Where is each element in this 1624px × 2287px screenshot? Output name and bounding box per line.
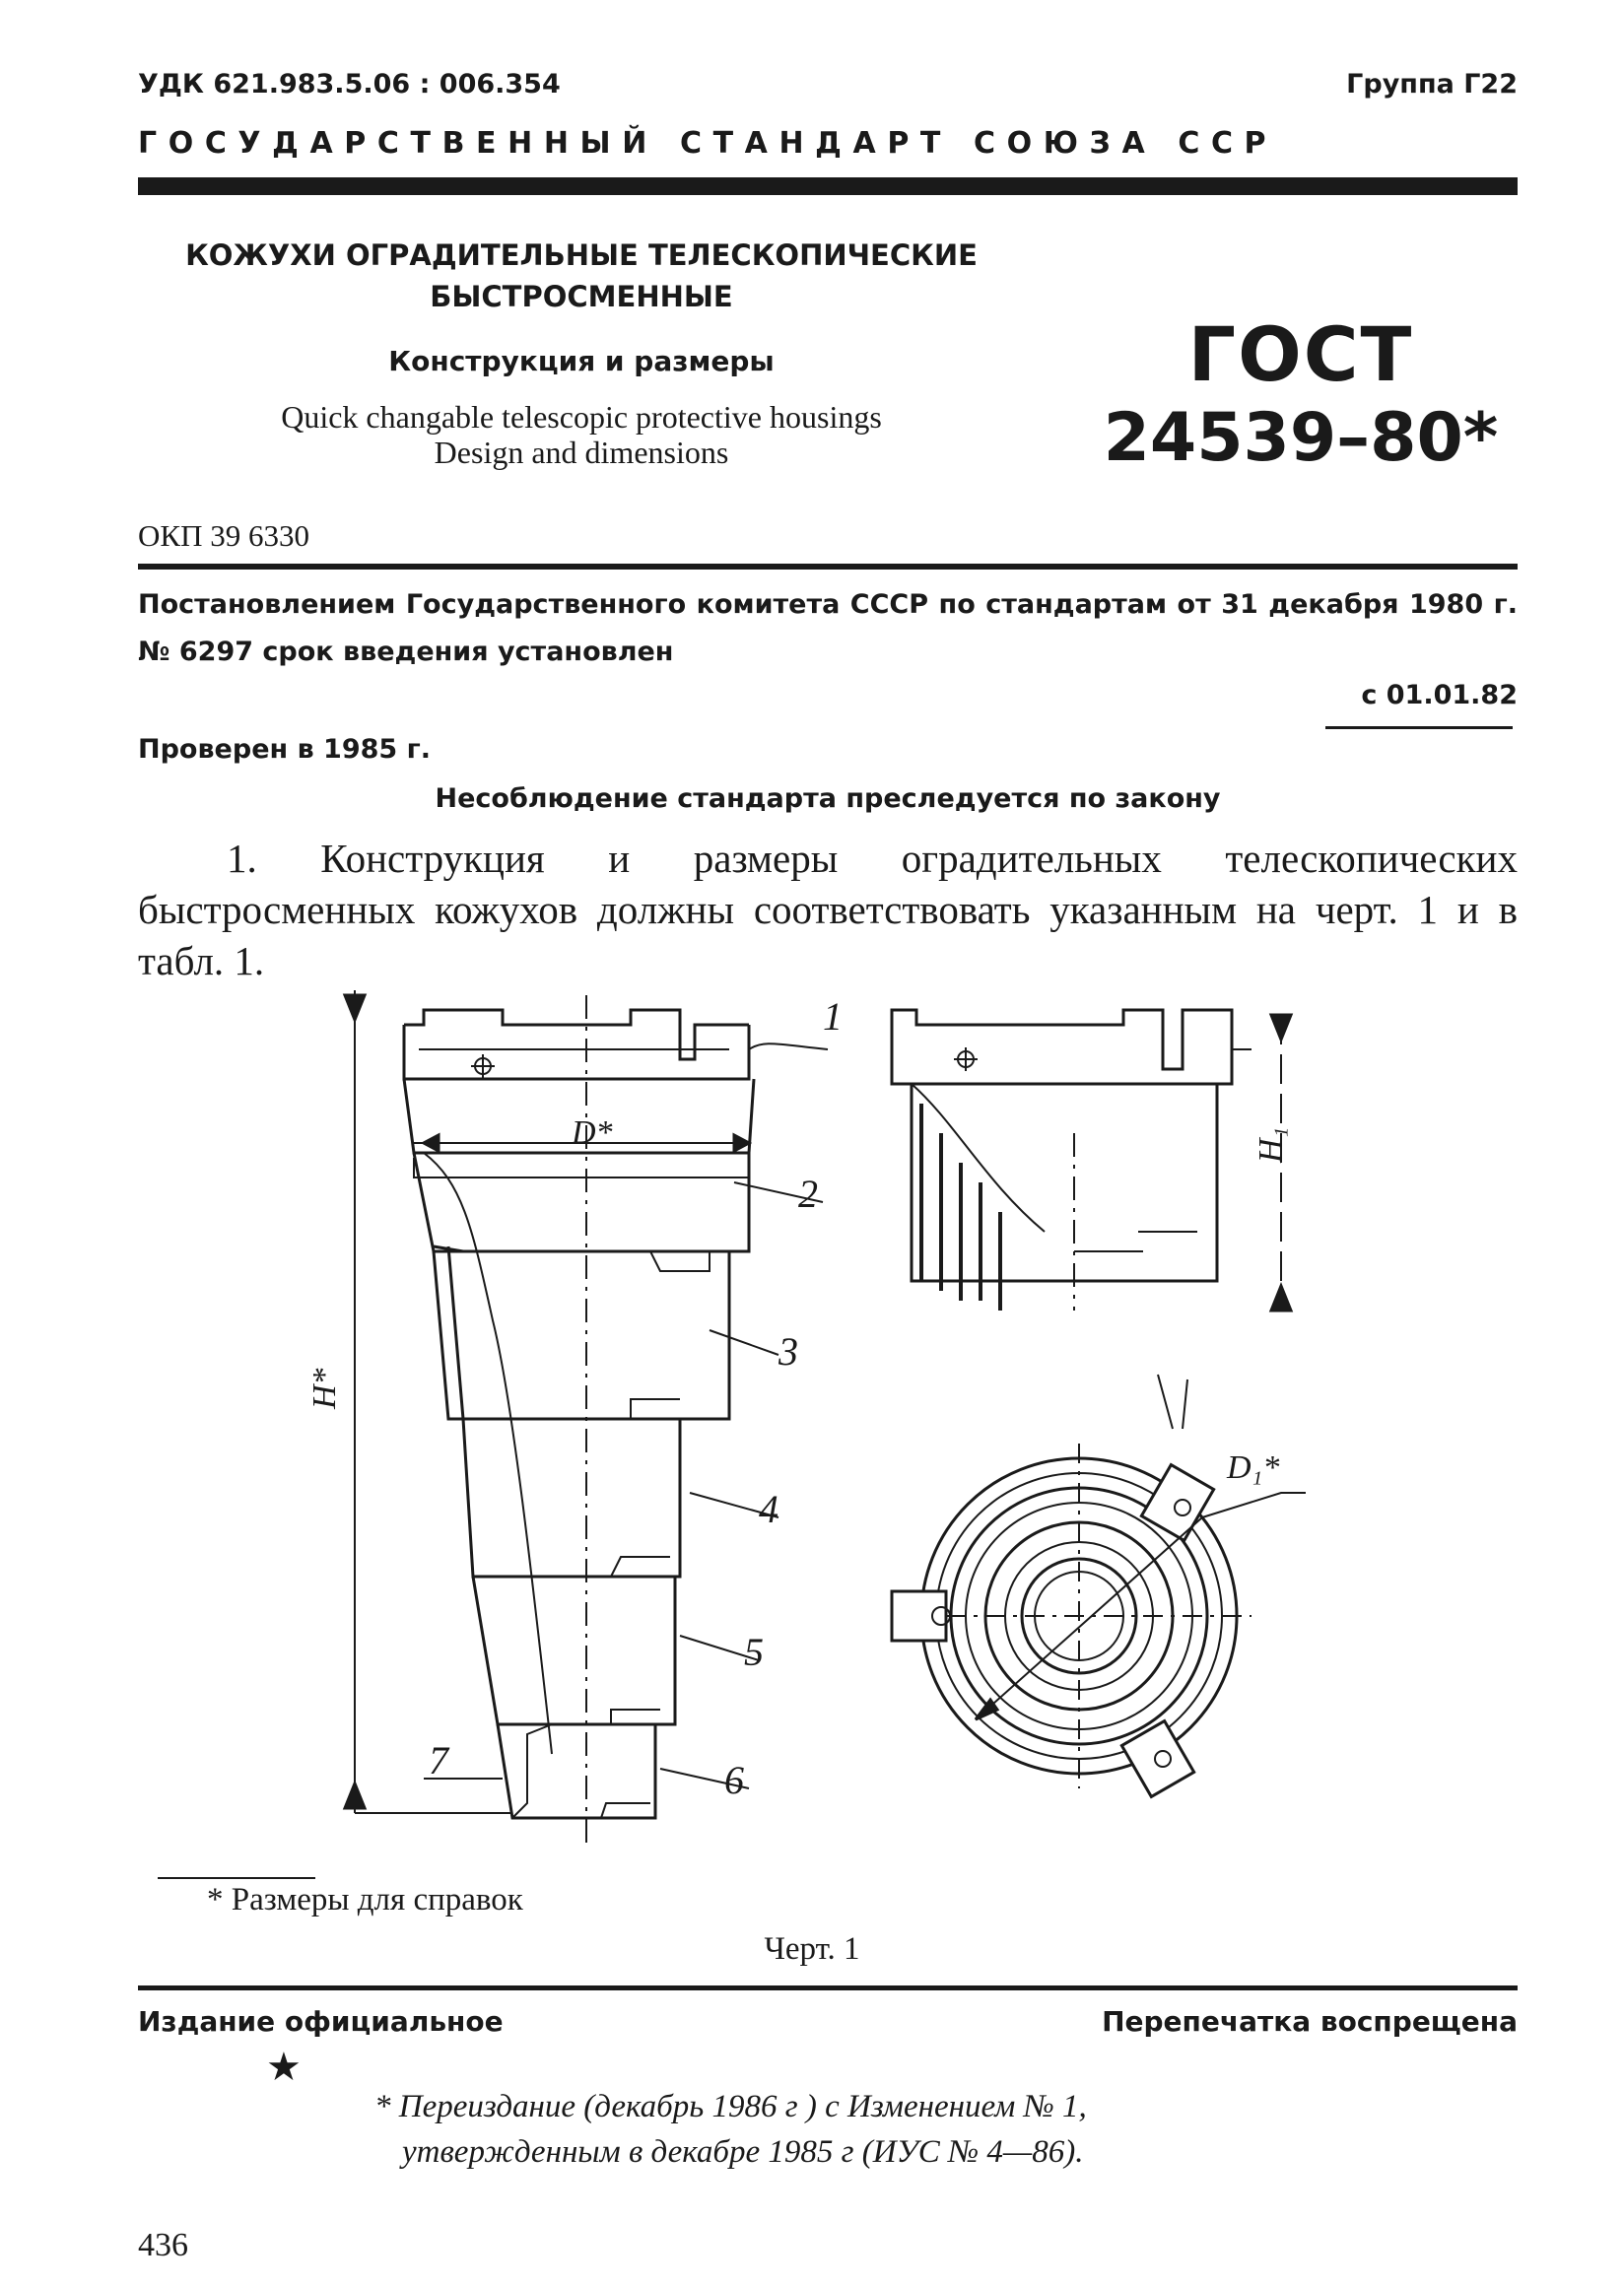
edition-notice: Издание официальное [138, 2005, 504, 2038]
gost-number: 24539–80* [1103, 399, 1499, 477]
label-d: D* [572, 1114, 613, 1151]
star-icon: ★ [266, 2045, 302, 2090]
callout-5: 5 [744, 1630, 764, 1674]
reissue-line-2: утвержденным в декабре 1985 г (ИУС № 4—86). [402, 2134, 1084, 2170]
title-line-2: БЫСТРОСМЕННЫЕ [430, 280, 733, 313]
reissue-line-1: * Переиздание (декабрь 1986 г ) с Изменением № 1, [374, 2089, 1087, 2124]
document-subtitle: Конструкция и размеры [388, 345, 775, 377]
effective-date: с 01.01.82 [1361, 680, 1518, 710]
plan-view [892, 1375, 1306, 1796]
decree-text: Постановлением Государственного комитета СССР по стандартам от 31 декабря 1980 г. № 6297 срок введения установлен [138, 589, 1518, 667]
callout-3: 3 [778, 1329, 798, 1374]
callout-4: 4 [759, 1487, 778, 1531]
english-title-line-1: Quick changable telescopic protective housings [281, 399, 882, 435]
okp-code: ОКП 39 6330 [138, 518, 309, 553]
figure-caption: Черт. 1 [764, 1931, 860, 1967]
label-d1: D₁* [1227, 1449, 1280, 1486]
gost-label: ГОСТ [1187, 310, 1414, 398]
checked-year: Проверен в 1985 г. [138, 734, 431, 765]
paragraph-1: 1. Конструкция и размеры оградительных телескопических быстросменных кожухов должны соответствовать указанным на черт. 1 и в табл. 1. [138, 836, 1518, 983]
callout-1: 1 [823, 994, 843, 1039]
english-title-line-2: Design and dimensions [434, 435, 729, 470]
footnote: * Размеры для справок [207, 1882, 523, 1917]
state-standard-banner: ГОСУДАРСТВЕННЫЙ СТАНДАРТ СОЮЗА ССР [138, 126, 1278, 161]
callout-2: 2 [798, 1172, 818, 1216]
callout-7: 7 [429, 1738, 448, 1783]
label-h: H* [306, 1368, 343, 1409]
title-line-1: КОЖУХИ ОГРАДИТЕЛЬНЫЕ ТЕЛЕСКОПИЧЕСКИЕ [185, 238, 978, 272]
page-number: 436 [138, 2227, 188, 2263]
law-notice: Несоблюдение стандарта преследуется по закону [435, 783, 1221, 814]
udk-code: УДК 621.983.5.06 : 006.354 [138, 69, 561, 100]
footnote-rule [158, 1877, 315, 1879]
group-code: Группа Г22 [1346, 69, 1518, 100]
reprint-notice: Перепечатка воспрещена [1102, 2005, 1518, 2038]
footer-rule [138, 1985, 1518, 1990]
side-view [892, 1010, 1291, 1311]
label-h1: H₁ [1252, 1126, 1289, 1163]
callout-6: 6 [724, 1758, 744, 1802]
reissue-note [374, 2084, 1087, 2175]
